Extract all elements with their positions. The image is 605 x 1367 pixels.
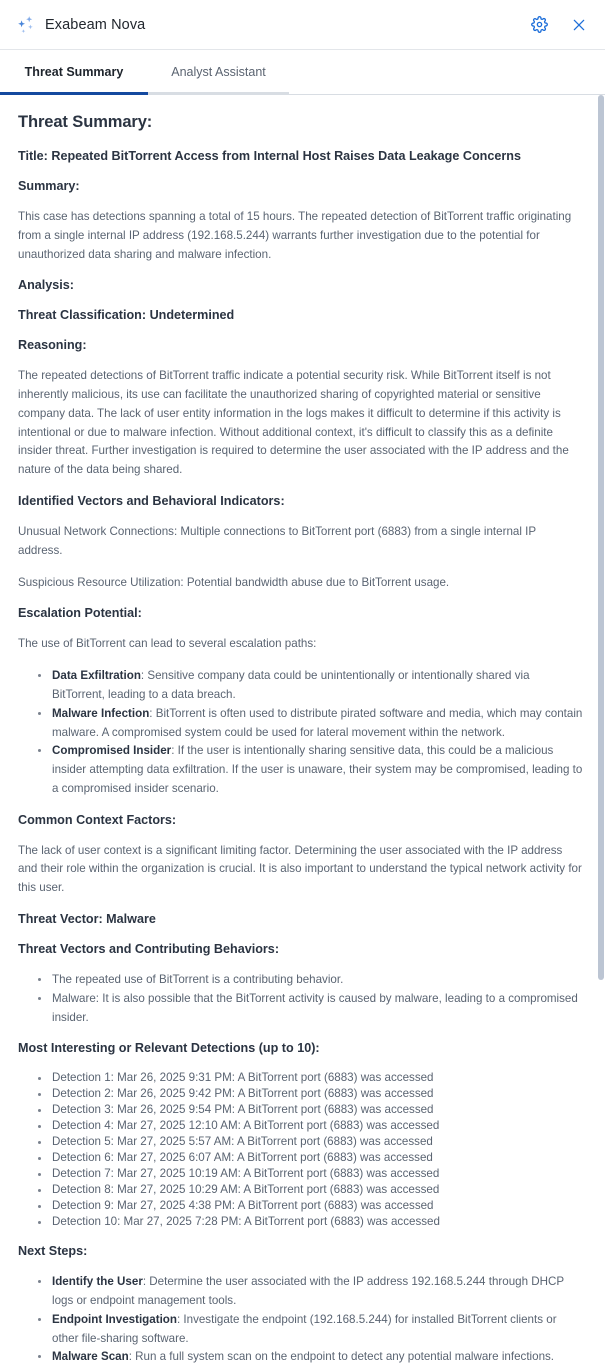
vertical-scrollbar[interactable] xyxy=(597,95,605,1228)
list-item-text: : Investigate the endpoint (192.168.5.244) for installed BitTorrent clients or other file-sharing software. xyxy=(52,1312,557,1345)
tab-bar xyxy=(0,50,605,95)
tab-analyst-assistant[interactable] xyxy=(148,51,289,95)
gear-icon[interactable] xyxy=(529,15,549,35)
list-item: Detection 3: Mar 26, 2025 9:54 PM: A BitTorrent port (6883) was accessed xyxy=(52,1102,583,1118)
behaviors-heading: Threat Vectors and Contributing Behaviors: xyxy=(18,941,280,956)
vector-line-1: Unusual Network Connections: Multiple connections to BitTorrent port (6883) from a single internal IP address. xyxy=(18,525,536,557)
escalation-list xyxy=(18,667,583,798)
list-item-term: Malware Scan xyxy=(52,1350,129,1364)
list-item-text: : Sensitive company data could be unintentionally or intentionally shared via BitTorrent, leading to a data breach. xyxy=(52,669,530,701)
report-title-line: Title: Repeated BitTorrent Access from Internal Host Raises Data Leakage Concerns xyxy=(18,149,521,163)
app-title: Exabeam Nova xyxy=(45,16,146,33)
list-item-text: : Determine the user associated with the IP address 192.168.5.244 through DHCP logs or endpoint management tools. xyxy=(52,1275,564,1307)
list-item xyxy=(52,1348,583,1367)
threat-summary-content xyxy=(0,95,605,1364)
list-item-text: : If the user is intentionally sharing sensitive data, this could be a malicious insider attempting data exfiltration. If the user is unaware, their system may be compromised, leading to a compromised insider scenario. xyxy=(52,744,583,795)
brand xyxy=(16,15,145,35)
common-context-body: The lack of user context is a significant limiting factor. Determining the user associated with the IP address and their role within the organization is crucial. It is also important to understand the typical network activity for this user. xyxy=(18,843,582,895)
summary-heading: Summary: xyxy=(18,179,80,193)
next-steps-list xyxy=(18,1273,583,1367)
scrollbar-thumb[interactable] xyxy=(598,95,604,980)
titlebar-actions xyxy=(529,15,589,35)
list-item: Detection 5: Mar 27, 2025 5:57 AM: A BitTorrent port (6883) was accessed xyxy=(52,1134,583,1150)
list-item xyxy=(52,705,583,743)
list-item-text: : BitTorrent is often used to distribute pirated software and media, which may contain malware. A compromised system could be used for lateral movement within the network. xyxy=(52,706,583,739)
threat-classification-heading: Threat Classification: Undetermined xyxy=(18,308,235,323)
detections-heading: Most Interesting or Relevant Detections (up to 10): xyxy=(18,1041,320,1056)
list-item-term: Data Exfiltration xyxy=(52,669,141,683)
list-item xyxy=(52,1311,583,1349)
window-titlebar xyxy=(0,0,605,50)
list-item: Detection 4: Mar 27, 2025 12:10 AM: A BitTorrent port (6883) was accessed xyxy=(52,1118,583,1134)
list-item: Detection 2: Mar 26, 2025 9:42 PM: A BitTorrent port (6883) was accessed xyxy=(52,1086,583,1102)
page-title: Threat Summary: xyxy=(18,113,153,131)
reasoning-heading: Reasoning: xyxy=(18,338,87,353)
reasoning-body: The repeated detections of BitTorrent traffic indicate a potential security risk. While BitTorrent itself is not inherently malicious, its use can facilitate the unauthorized sharing of copyrighted material or sensitive company data. The lack of user entity information in the logs makes it difficult to determine if this activity is intentional or due to malware infection. Without additional context, it's difficult to classify this as a definite insider threat. Further investigation is required to determine the user associated with the IP address and the nature of the data being shared. xyxy=(18,369,569,477)
sparkle-icon xyxy=(16,15,36,35)
summary-body: This case has detections spanning a total of 15 hours. The repeated detection of BitTorrent traffic originating from a single internal IP address (192.168.5.244) warrants further investigation due to the potential for unauthorized data sharing and malware infection. xyxy=(18,210,572,261)
tab-analyst-assistant-label: Analyst Assistant xyxy=(171,64,266,79)
list-item-text: : Run a full system scan on the endpoint to detect any potential malware infections. xyxy=(128,1350,555,1364)
list-item: Detection 6: Mar 27, 2025 6:07 AM: A BitTorrent port (6883) was accessed xyxy=(52,1150,583,1166)
list-item-term: Malware Infection xyxy=(52,706,150,720)
list-item: Detection 10: Mar 27, 2025 7:28 PM: A BitTorrent port (6883) was accessed xyxy=(52,1214,583,1230)
list-item-term: Compromised Insider xyxy=(52,744,172,758)
list-item: The repeated use of BitTorrent is a contributing behavior. xyxy=(52,971,583,990)
list-item: Malware: It is also possible that the BitTorrent activity is caused by malware, leading to a compromised insider. xyxy=(52,990,583,1028)
detections-list xyxy=(18,1070,583,1230)
list-item-term: Endpoint Investigation xyxy=(52,1312,177,1326)
identified-vectors-heading: Identified Vectors and Behavioral Indicators: xyxy=(18,494,285,509)
vector-line-2: Suspicious Resource Utilization: Potential bandwidth abuse due to BitTorrent usage. xyxy=(18,575,450,589)
behaviors-list xyxy=(18,971,583,1027)
close-icon[interactable] xyxy=(569,15,589,35)
list-item xyxy=(52,742,583,798)
threat-vector-heading: Threat Vector: Malware xyxy=(18,911,156,926)
escalation-intro: The use of BitTorrent can lead to several escalation paths: xyxy=(18,637,317,651)
next-steps-heading: Next Steps: xyxy=(18,1244,88,1259)
list-item: Detection 7: Mar 27, 2025 10:19 AM: A BitTorrent port (6883) was accessed xyxy=(52,1166,583,1182)
tab-bar-filler xyxy=(289,51,605,95)
tab-threat-summary[interactable] xyxy=(0,51,148,95)
tab-threat-summary-label: Threat Summary xyxy=(24,64,124,79)
list-item: Detection 8: Mar 27, 2025 10:29 AM: A BitTorrent port (6883) was accessed xyxy=(52,1182,583,1198)
list-item: Detection 9: Mar 27, 2025 4:38 PM: A BitTorrent port (6883) was accessed xyxy=(52,1198,583,1214)
analysis-heading: Analysis: xyxy=(18,278,74,293)
common-context-heading: Common Context Factors: xyxy=(18,812,177,827)
list-item xyxy=(52,1273,583,1311)
escalation-potential-heading: Escalation Potential: xyxy=(18,606,142,621)
list-item: Detection 1: Mar 26, 2025 9:31 PM: A BitTorrent port (6883) was accessed xyxy=(52,1070,583,1086)
list-item-term: Identify the User xyxy=(52,1275,143,1289)
list-item xyxy=(52,667,583,705)
